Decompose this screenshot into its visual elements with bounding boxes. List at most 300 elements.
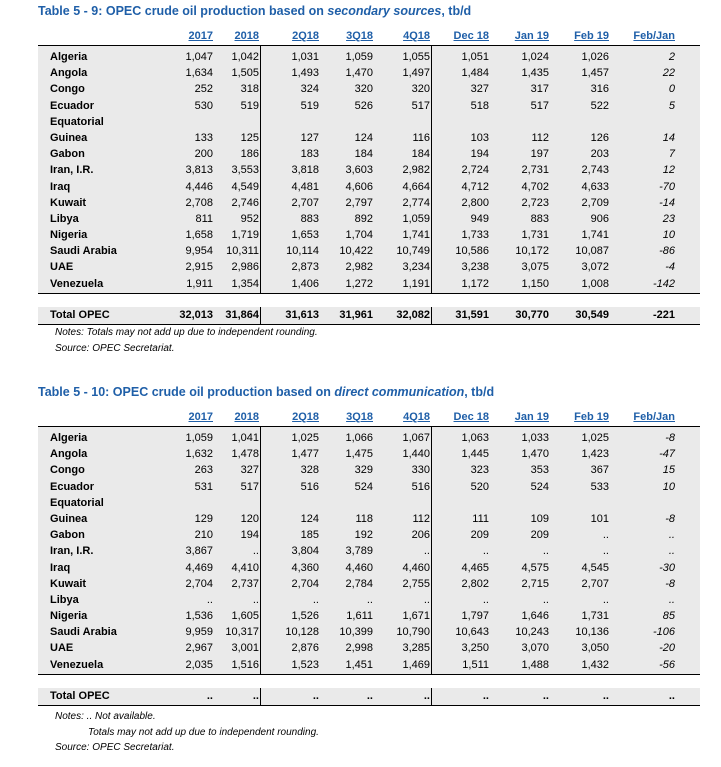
table-cell: 1,536 [185, 610, 213, 623]
table-cell: 203 [590, 148, 609, 161]
column-header: Feb 19 [574, 411, 609, 423]
country-label: Congo [50, 464, 85, 477]
table-row [38, 114, 700, 130]
table-cell: 1,059 [402, 212, 430, 225]
country-label: Nigeria [50, 229, 88, 242]
column-header: 2017 [188, 30, 213, 42]
table-cell: 125 [240, 131, 259, 144]
table-cell: .. [366, 593, 373, 606]
table-cell: 118 [355, 512, 373, 525]
table-cell: 184 [354, 148, 373, 161]
table-cell: 4,633 [581, 180, 609, 193]
table-cell: 3,238 [461, 261, 489, 274]
total-cell: 31,613 [285, 309, 319, 321]
table-cell: 10,087 [575, 245, 609, 258]
table-row [38, 640, 700, 656]
table-cell: -4 [665, 261, 675, 274]
table-cell: 0 [668, 83, 675, 96]
table-cell: 1,033 [521, 432, 549, 444]
table-cell: 1,059 [345, 51, 373, 63]
table-cell: 520 [470, 480, 489, 493]
table-cell: .. [542, 593, 549, 606]
column-header: 4Q18 [403, 30, 430, 42]
table-cell: 4,465 [461, 561, 489, 574]
country-label: Equatorial [50, 496, 104, 509]
table-cell: 3,867 [185, 545, 213, 558]
table-cell: .. [602, 593, 609, 606]
table-cell: 317 [530, 83, 549, 96]
column-header: Feb 19 [574, 30, 609, 42]
column-divider [260, 688, 261, 705]
table-cell: 353 [530, 464, 549, 477]
column-header: Dec 18 [453, 411, 489, 423]
country-label: Libya [50, 593, 79, 606]
table-cell: 3,789 [345, 545, 373, 558]
table2-title [38, 385, 494, 399]
table-cell: 2,708 [185, 196, 213, 209]
table1-title-prefix: Table 5 - 9: OPEC crude oil production based on [38, 4, 328, 18]
table-cell: 183 [300, 148, 319, 161]
table-cell: 4,460 [345, 561, 373, 574]
table-cell: 197 [530, 148, 549, 161]
table-cell: 1,457 [581, 67, 609, 80]
table-cell: 1,051 [461, 51, 489, 63]
table-cell: 1,611 [346, 610, 373, 623]
table-cell: 906 [590, 212, 609, 225]
table1-title-italic: secondary sources [327, 4, 442, 18]
column-header: Feb/Jan [633, 411, 675, 423]
table-cell: 3,813 [185, 164, 213, 177]
table-cell: 4,549 [231, 180, 259, 193]
table-cell: 1,440 [402, 448, 430, 461]
table-cell: 10,790 [396, 626, 430, 639]
table-cell: 2,724 [461, 164, 489, 177]
table-cell: 1,731 [521, 229, 549, 242]
table-cell: 516 [411, 480, 430, 493]
country-label: UAE [50, 261, 74, 274]
table-cell: 10,643 [455, 626, 489, 639]
country-label: Congo [50, 83, 85, 96]
table-cell: 9,959 [185, 626, 213, 639]
table-cell: 1,475 [345, 448, 373, 461]
table-cell: 318 [240, 83, 259, 96]
table-cell: 519 [300, 99, 319, 112]
table-row [38, 543, 700, 559]
table-cell: 263 [194, 464, 213, 477]
table-cell: 109 [530, 512, 549, 525]
table-row [38, 276, 700, 292]
table-cell: 1,432 [581, 658, 609, 671]
country-label: Gabon [50, 148, 85, 161]
table-row [38, 560, 700, 576]
total-cell: 30,770 [515, 309, 549, 321]
country-label: Saudi Arabia [50, 245, 117, 258]
table-cell: 2,800 [461, 196, 489, 209]
table-cell: 952 [240, 212, 259, 225]
table-cell: 10,586 [455, 245, 489, 258]
table-cell: 2,746 [231, 196, 259, 209]
table-cell: 2,784 [345, 577, 373, 590]
table-cell: -30 [659, 561, 675, 574]
table-cell: 124 [300, 512, 319, 525]
table-cell: 1,477 [291, 448, 319, 461]
table-row [38, 81, 700, 97]
table-cell: 517 [240, 480, 259, 493]
table-cell: .. [668, 529, 675, 542]
table-row [38, 657, 700, 673]
table-cell: 4,664 [402, 180, 430, 193]
table-cell: 3,250 [461, 642, 489, 655]
table-cell: 127 [300, 131, 319, 144]
table-cell: 1,470 [521, 448, 549, 461]
table-cell: 1,172 [461, 277, 489, 290]
table1-title [38, 4, 471, 18]
table2-body [38, 426, 700, 675]
table-cell: 1,741 [581, 229, 609, 242]
total-cell: -221 [652, 309, 675, 321]
country-label: Guinea [50, 512, 88, 525]
column-header: Feb/Jan [633, 30, 675, 42]
table-cell: 124 [354, 131, 373, 144]
table-cell: 206 [411, 529, 430, 542]
table-cell: 10,114 [286, 245, 319, 258]
table-cell: 1,406 [291, 277, 319, 290]
table-cell: 186 [240, 148, 259, 161]
table2-source: Source: OPEC Secretariat. [55, 742, 175, 753]
column-header: 2017 [188, 411, 213, 423]
table-cell: 2,802 [461, 577, 489, 590]
table-cell: 10,399 [339, 626, 373, 639]
table-cell: 210 [194, 529, 213, 542]
table-cell: 526 [354, 99, 373, 112]
table-cell: 517 [530, 99, 549, 112]
table2-note-rounding: Totals may not add up due to independent rounding. [88, 727, 319, 738]
table-cell: 519 [240, 99, 259, 112]
table-cell: 194 [470, 148, 489, 161]
country-label: Ecuador [50, 99, 95, 112]
table-cell: 533 [590, 480, 609, 493]
table-cell: 209 [470, 529, 489, 542]
table-cell: 3,234 [402, 261, 430, 274]
table-row [38, 49, 700, 65]
table-cell: 329 [354, 464, 373, 477]
column-divider [431, 688, 432, 705]
table2-title-italic: direct communication [334, 385, 465, 399]
table-cell: -70 [659, 180, 675, 193]
table-cell: 85 [662, 610, 675, 623]
table-row [38, 479, 700, 495]
table-cell: 1,469 [402, 658, 430, 671]
table-cell: 1,026 [581, 51, 609, 63]
total-cell: 31,961 [339, 309, 373, 321]
table-cell: 22 [662, 67, 675, 80]
table1-title-suffix: , tb/d [441, 4, 472, 18]
table-cell: .. [542, 545, 549, 558]
table-cell: 1,063 [461, 432, 489, 444]
total-cell: .. [206, 690, 213, 702]
table-cell: 10,749 [396, 245, 430, 258]
country-label: Venezuela [50, 277, 104, 290]
table-row [38, 130, 700, 146]
table-cell: 2,723 [521, 196, 549, 209]
table-cell: 2,967 [185, 642, 213, 655]
table-cell: 3,050 [581, 642, 609, 655]
table-cell: 2,755 [402, 577, 430, 590]
table-cell: -20 [659, 642, 675, 655]
table-cell: 1,493 [291, 67, 319, 80]
table-cell: 112 [531, 131, 549, 144]
table-cell: -8 [665, 432, 675, 444]
table-cell: 1,484 [461, 67, 489, 80]
table-cell: .. [668, 545, 675, 558]
country-label: Angola [50, 448, 88, 461]
table-cell: 3,075 [521, 261, 549, 274]
table-cell: 2,915 [185, 261, 213, 274]
table1-source: Source: OPEC Secretariat. [55, 343, 175, 354]
table-cell: -8 [665, 512, 675, 525]
table-cell: 1,671 [402, 610, 430, 623]
country-label: Equatorial [50, 115, 104, 128]
table-cell: 2,731 [521, 164, 549, 177]
country-label: Iran, I.R. [50, 164, 94, 177]
table-cell: 2,715 [521, 577, 549, 590]
table-cell: 10,422 [339, 245, 373, 258]
country-label: Algeria [50, 432, 88, 444]
table-cell: .. [206, 593, 213, 606]
table-cell: 1,911 [186, 277, 213, 290]
table-row [38, 227, 700, 243]
table-cell: 1,059 [185, 432, 213, 444]
table-cell: -47 [659, 448, 675, 461]
table-cell: 1,423 [581, 448, 609, 461]
table-cell: 101 [590, 512, 609, 525]
column-header: Jan 19 [514, 30, 549, 42]
table-cell: 2,873 [291, 261, 319, 274]
table-cell: 2,982 [345, 261, 373, 274]
table-cell: -106 [652, 626, 675, 639]
table-cell: 883 [530, 212, 549, 225]
table-cell: 2,035 [185, 658, 213, 671]
table-cell: 3,072 [581, 261, 609, 274]
table-cell: .. [312, 593, 319, 606]
column-header: 2018 [234, 30, 259, 42]
table-cell: 330 [411, 464, 430, 477]
table-cell: 1,478 [231, 448, 259, 461]
table-cell: 883 [300, 212, 319, 225]
table-cell: 1,526 [291, 610, 319, 623]
table-cell: 2,709 [581, 196, 609, 209]
table-cell: 1,511 [462, 658, 489, 671]
table-cell: 200 [194, 148, 213, 161]
table-row [38, 511, 700, 527]
country-label: Guinea [50, 131, 88, 144]
total-cell: 32,013 [179, 309, 213, 321]
table-cell: .. [252, 545, 259, 558]
table-row [38, 527, 700, 543]
table-cell: 1,150 [521, 277, 549, 290]
table-cell: 320 [354, 83, 373, 96]
table-row [38, 211, 700, 227]
table-cell: 9,954 [185, 245, 213, 258]
total-cell: .. [602, 690, 609, 702]
table-cell: 4,469 [185, 561, 213, 574]
table-cell: 1,066 [345, 432, 373, 444]
table-row [38, 146, 700, 162]
table-cell: 4,460 [402, 561, 430, 574]
total-cell: .. [542, 690, 549, 702]
table1-body [38, 45, 700, 294]
table2-note-na: Notes: .. Not available. [55, 711, 156, 722]
column-header: 4Q18 [403, 411, 430, 423]
table-cell: 1,451 [345, 658, 373, 671]
table-cell: 316 [590, 83, 609, 96]
table-cell: 530 [194, 99, 213, 112]
total-cell: 30,549 [575, 309, 609, 321]
table-cell: 1,445 [461, 448, 489, 461]
table-cell: 1,497 [402, 67, 430, 80]
table-cell: 367 [590, 464, 609, 477]
table-cell: 120 [240, 512, 259, 525]
table-cell: 811 [195, 212, 213, 225]
table-cell: 4,481 [291, 180, 319, 193]
table-row [38, 624, 700, 640]
total-cell: 31,864 [225, 309, 259, 321]
table-cell: 2,982 [402, 164, 430, 177]
table-cell: -142 [652, 277, 675, 290]
table-cell: 1,797 [461, 610, 489, 623]
table2-title-suffix: , tb/d [464, 385, 495, 399]
table-row [38, 259, 700, 275]
table-cell: 129 [194, 512, 213, 525]
table1-total-row [38, 307, 700, 325]
country-label: Kuwait [50, 196, 87, 209]
table-cell: 522 [590, 99, 609, 112]
table-cell: 1,354 [231, 277, 259, 290]
table-cell: 1,041 [231, 432, 259, 444]
table-cell: .. [602, 529, 609, 542]
table-cell: 112 [412, 512, 430, 525]
table-cell: .. [482, 545, 489, 558]
table-cell: 2,998 [345, 642, 373, 655]
table-cell: 1,470 [345, 67, 373, 80]
table-cell: 2,797 [345, 196, 373, 209]
table-cell: 1,191 [402, 277, 430, 290]
total-cell: .. [668, 690, 675, 702]
table-cell: 531 [194, 480, 213, 493]
table-cell: 194 [240, 529, 259, 542]
table-cell: 1,024 [521, 51, 549, 63]
table-cell: 524 [530, 480, 549, 493]
table-cell: 10 [662, 480, 675, 493]
table-cell: 4,446 [185, 180, 213, 193]
table-cell: 12 [662, 164, 675, 177]
table-cell: 4,545 [581, 561, 609, 574]
table-cell: 116 [412, 131, 430, 144]
table-cell: 328 [300, 464, 319, 477]
table-cell: 1,646 [521, 610, 549, 623]
table-cell: 4,712 [461, 180, 489, 193]
table-cell: .. [602, 545, 609, 558]
column-header: Jan 19 [514, 411, 549, 423]
table-row [38, 98, 700, 114]
table-cell: 10,136 [575, 626, 609, 639]
table-cell: 1,605 [231, 610, 259, 623]
table-cell: 1,047 [185, 51, 213, 63]
total-label: Total OPEC [50, 690, 110, 702]
table-cell: 3,285 [402, 642, 430, 655]
table-cell: 10,311 [226, 245, 259, 258]
table-cell: 1,435 [521, 67, 549, 80]
country-label: Venezuela [50, 658, 104, 671]
total-cell: .. [423, 690, 430, 702]
column-header: 2Q18 [292, 411, 319, 423]
table-cell: 524 [354, 480, 373, 493]
table-cell: 4,702 [521, 180, 549, 193]
table-cell: 10,172 [515, 245, 549, 258]
table-cell: 15 [662, 464, 675, 477]
table-cell: 3,001 [231, 642, 259, 655]
table-cell: 1,025 [581, 432, 609, 444]
table-cell: 1,008 [581, 277, 609, 290]
table-cell: 126 [590, 131, 609, 144]
country-label: Nigeria [50, 610, 88, 623]
table-row [38, 462, 700, 478]
table-cell: 1,741 [402, 229, 430, 242]
total-cell: 32,082 [396, 309, 430, 321]
table-row [38, 608, 700, 624]
table-cell: 4,410 [231, 561, 259, 574]
table-row [38, 430, 700, 446]
table-cell: 4,606 [345, 180, 373, 193]
table-cell: 2,986 [231, 261, 259, 274]
table-cell: 1,516 [231, 658, 259, 671]
table-cell: 1,067 [402, 432, 430, 444]
country-label: Libya [50, 212, 79, 225]
table-row [38, 195, 700, 211]
table-cell: 1,653 [291, 229, 319, 242]
table-cell: 1,042 [231, 51, 259, 63]
table-cell: 1,704 [345, 229, 373, 242]
table-row [38, 243, 700, 259]
table-cell: 320 [411, 83, 430, 96]
table-row [38, 446, 700, 462]
table-cell: 4,575 [521, 561, 549, 574]
table-row [38, 179, 700, 195]
table-cell: 1,488 [521, 658, 549, 671]
table-cell: 10,317 [225, 626, 259, 639]
table-cell: 111 [472, 512, 489, 525]
column-header: 2Q18 [292, 30, 319, 42]
column-divider [431, 307, 432, 324]
table-cell: 3,553 [231, 164, 259, 177]
table-cell: 1,719 [231, 229, 259, 242]
table-row [38, 65, 700, 81]
table-cell: 209 [530, 529, 549, 542]
table-cell: 10 [662, 229, 675, 242]
column-header: 3Q18 [346, 30, 373, 42]
table-cell: 2 [668, 51, 675, 63]
table1-header-row [38, 30, 700, 46]
column-header: 3Q18 [346, 411, 373, 423]
table-cell: 2,876 [291, 642, 319, 655]
table-cell: 2,704 [185, 577, 213, 590]
table-cell: -86 [659, 245, 675, 258]
table-cell: 1,731 [581, 610, 609, 623]
table-cell: 185 [300, 529, 319, 542]
table-cell: 2,743 [581, 164, 609, 177]
table2-total-row [38, 688, 700, 706]
total-cell: .. [252, 690, 259, 702]
